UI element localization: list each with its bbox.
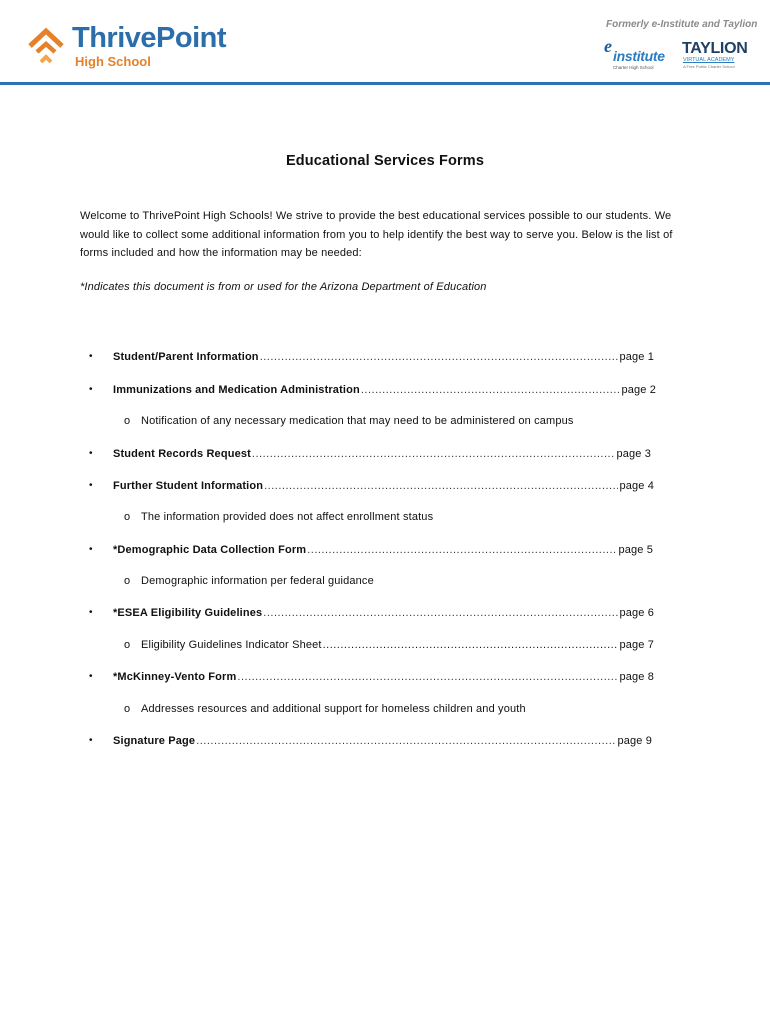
bullet-icon: •	[89, 448, 93, 459]
leader-dots	[196, 733, 616, 749]
sub-item-text: Notification of any necessary medication that may need to be administered on campus	[141, 415, 574, 427]
page-number: page 1	[619, 351, 654, 363]
leader-dots	[264, 478, 618, 494]
leader-dots	[260, 349, 619, 365]
bullet-icon: •	[89, 607, 93, 618]
sub-bullet-icon: o	[124, 703, 131, 715]
page-title: Educational Services Forms	[285, 153, 485, 169]
logo-subtitle: High School	[75, 54, 151, 69]
sub-bullet-icon: o	[124, 575, 131, 587]
taylion-tagline: A Free Public Charter School	[683, 64, 735, 69]
bullet-icon: •	[89, 735, 93, 746]
leader-dots	[307, 542, 617, 558]
page-number: page 5	[618, 544, 653, 556]
formerly-note: Formerly e-Institute and Taylion	[606, 19, 758, 30]
taylion-subtitle: VIRTUAL ACADEMY	[683, 57, 735, 63]
sub-item-text: Demographic information per federal guidance	[141, 575, 374, 587]
thrivepoint-chevron-logo-icon	[27, 25, 69, 67]
leader-dots	[361, 382, 621, 398]
einstitute-e: e	[604, 36, 612, 56]
page-number: page 3	[616, 448, 651, 460]
page-number: page 7	[619, 639, 654, 651]
sub-item-text: The information provided does not affect enrollment status	[141, 511, 434, 523]
page-number: page 6	[619, 607, 654, 619]
intro-paragraph: Welcome to ThrivePoint High Schools! We strive to provide the best educational services possible to our students. We would like to collect some additional information from you to help identify the best way to serve you. Below is the list of forms included and how the information may be needed:	[80, 210, 673, 259]
einstitute-logo	[604, 38, 664, 72]
bullet-icon: •	[89, 671, 93, 682]
page-number: page 4	[619, 480, 654, 492]
sub-item-text: Eligibility Guidelines Indicator Sheet	[141, 639, 322, 651]
page-number: page 9	[617, 735, 652, 747]
form-title: Further Student Information	[113, 480, 264, 492]
sub-bullet-icon: o	[124, 415, 131, 427]
form-title: Student/Parent Information	[113, 351, 259, 363]
form-title: Student Records Request	[113, 448, 251, 460]
sub-bullet-icon: o	[124, 511, 131, 523]
leader-dots	[263, 605, 618, 621]
page-number: page 2	[621, 384, 656, 396]
sub-item-text: Addresses resources and additional support for homeless children and youth	[141, 703, 526, 715]
bullet-icon: •	[89, 544, 93, 555]
form-title: *McKinney-Vento Form	[113, 671, 237, 683]
logo-wordmark: ThrivePoint	[72, 22, 227, 54]
sub-bullet-icon: o	[124, 639, 131, 651]
leader-dots	[237, 669, 618, 685]
taylion-word: TAYLION	[682, 40, 748, 57]
page-header	[0, 0, 770, 86]
bullet-icon: •	[89, 384, 93, 395]
header-divider	[0, 82, 770, 85]
leader-dots	[323, 637, 619, 653]
bullet-icon: •	[89, 480, 93, 491]
form-title: Immunizations and Medication Administration	[113, 384, 360, 396]
einstitute-word: institute	[613, 48, 665, 64]
page-number: page 8	[619, 671, 654, 683]
form-title: *Demographic Data Collection Form	[113, 544, 307, 556]
bullet-icon: •	[89, 351, 93, 362]
ade-note: *Indicates this document is from or used for the Arizona Department of Education	[80, 281, 487, 293]
form-title: *ESEA Eligibility Guidelines	[113, 607, 263, 619]
taylion-logo	[682, 40, 752, 72]
leader-dots	[252, 446, 616, 462]
form-title: Signature Page	[113, 735, 196, 747]
einstitute-subtitle: Charter High School	[613, 65, 654, 70]
